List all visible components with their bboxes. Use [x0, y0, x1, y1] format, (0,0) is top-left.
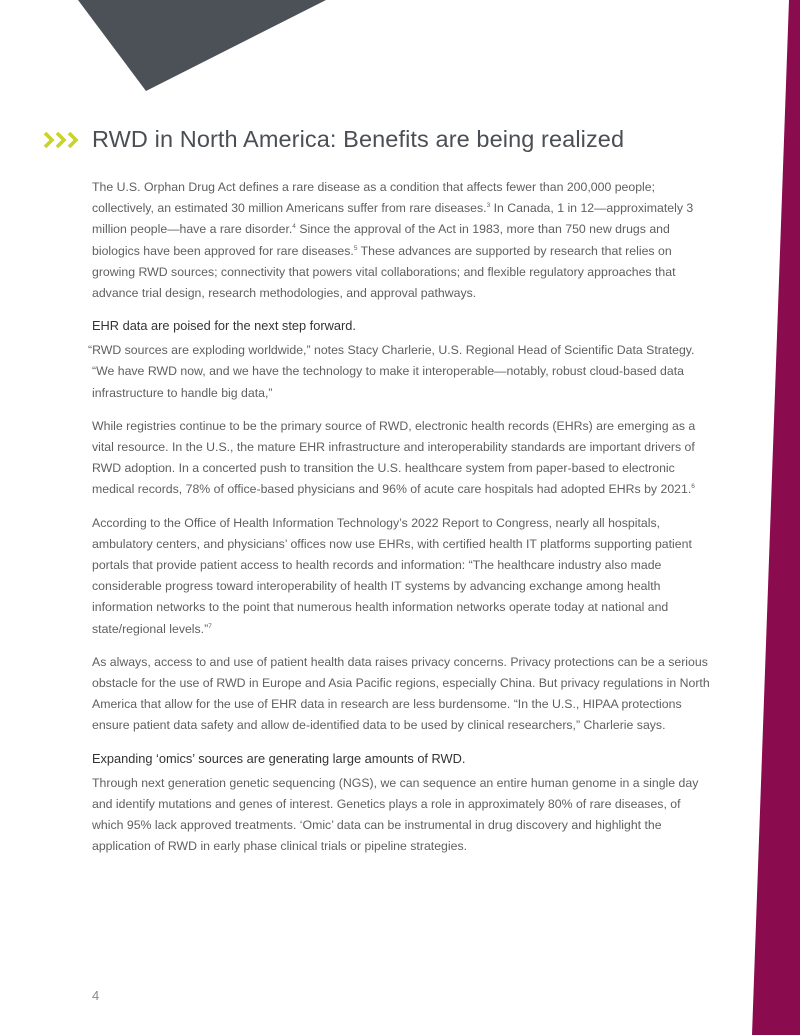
- paragraph-text: The U.S. Orphan Drug Act defines a rare disease as a condition that affects fewer than 200,000 people; collectively, an estimated 30 million Americans suffer from rare diseases.: [92, 180, 656, 216]
- section-header: [42, 126, 624, 153]
- subheading-ehr-data: EHR data are poised for the next step forward.: [92, 318, 356, 334]
- footnote-ref: 7: [208, 622, 212, 630]
- paragraph-text: While registries continue to be the primary source of RWD, electronic health records (EHRs) are emerging as a vital resource. In the U.S., the mature EHR infrastructure and interoperability standards are important drivers of RWD adoption. In a concerted push to transition the U.S. healthcare system from paper-based to electronic medical records, 78% of office-based physicians and 96% of acute care hospitals had adopted EHRs by 2021.: [92, 418, 696, 497]
- page-number: 4: [92, 988, 100, 1003]
- paragraph-charlerie-quote: “RWD sources are exploding worldwide,” notes Stacy Charlerie, U.S. Regional Head of Scientific Data Strategy. “We have RWD now, and we have the technology to make it interoperable—notably, robust cloud-based data infrastructure to handle big data,”: [88, 343, 695, 400]
- paragraph-text: In Canada, 1 in 12—approximately 3 million people—have a rare disorder.: [92, 201, 694, 237]
- article-body: [88, 177, 712, 869]
- paragraph-health-it-report: [92, 513, 712, 640]
- header-triangle-decoration: [0, 0, 800, 110]
- paragraph-text: According to the Office of Health Information Technology’s 2022 Report to Congress, nearly all hospitals, ambulatory centers, and physicians’ offices now use EHRs, with certified health IT platforms supporting patient portals that provide patient access to health records and information: “The healthcare industry also made considerable progress toward interoperability of health IT systems by advancing exchange among health information networks to the point that numerous health information networks operate today at national and state/regional levels.”: [92, 515, 692, 636]
- footnote-ref: 6: [691, 483, 695, 491]
- paragraph-ngs: Through next generation genetic sequencing (NGS), we can sequence an entire human genome in a single day and identify mutations and genes of interest. Genetics plays a role in approximately 80% of rare diseases, of which 95% lack approved treatments. ‘Omic’ data can be instrumental in drug discovery and highlight the application of RWD in early phase clinical trials or pipeline strategies.: [92, 775, 699, 854]
- paragraph-text: Since the approval of the Act in 1983, more than 750 new drugs and biologics have been approved for rare diseases.: [92, 222, 670, 258]
- triple-chevron-right-icon: [42, 129, 80, 151]
- paragraph-privacy: As always, access to and use of patient health data raises privacy concerns. Privacy protections can be a serious obstacle for the use of RWD in Europe and Asia Pacific regions, especially China. But privacy regulations in North America that allow for the use of EHR data in research are less burdensome. “In the U.S., HIPAA protections ensure patient data safety and allow de-identified data to be used by clinical researchers,” Charlerie says.: [92, 654, 710, 733]
- page-title: RWD in North America: Benefits are being realized: [92, 126, 625, 152]
- footnote-ref: 3: [486, 202, 491, 210]
- paragraph-ehr-resource: [92, 416, 712, 501]
- paragraph-rare-disease-overview: [92, 177, 712, 304]
- footnote-ref: 5: [353, 244, 358, 252]
- right-edge-band-decoration: [740, 0, 800, 1035]
- footnote-ref: 4: [292, 223, 296, 231]
- paragraph-text: These advances are supported by research that relies on growing RWD sources; connectivity that powers vital collaborations; and flexible regulatory approaches that advance trial design, research methodologies, and approval pathways.: [92, 243, 676, 301]
- subheading-omics: Expanding ‘omics’ sources are generating large amounts of RWD.: [92, 750, 466, 766]
